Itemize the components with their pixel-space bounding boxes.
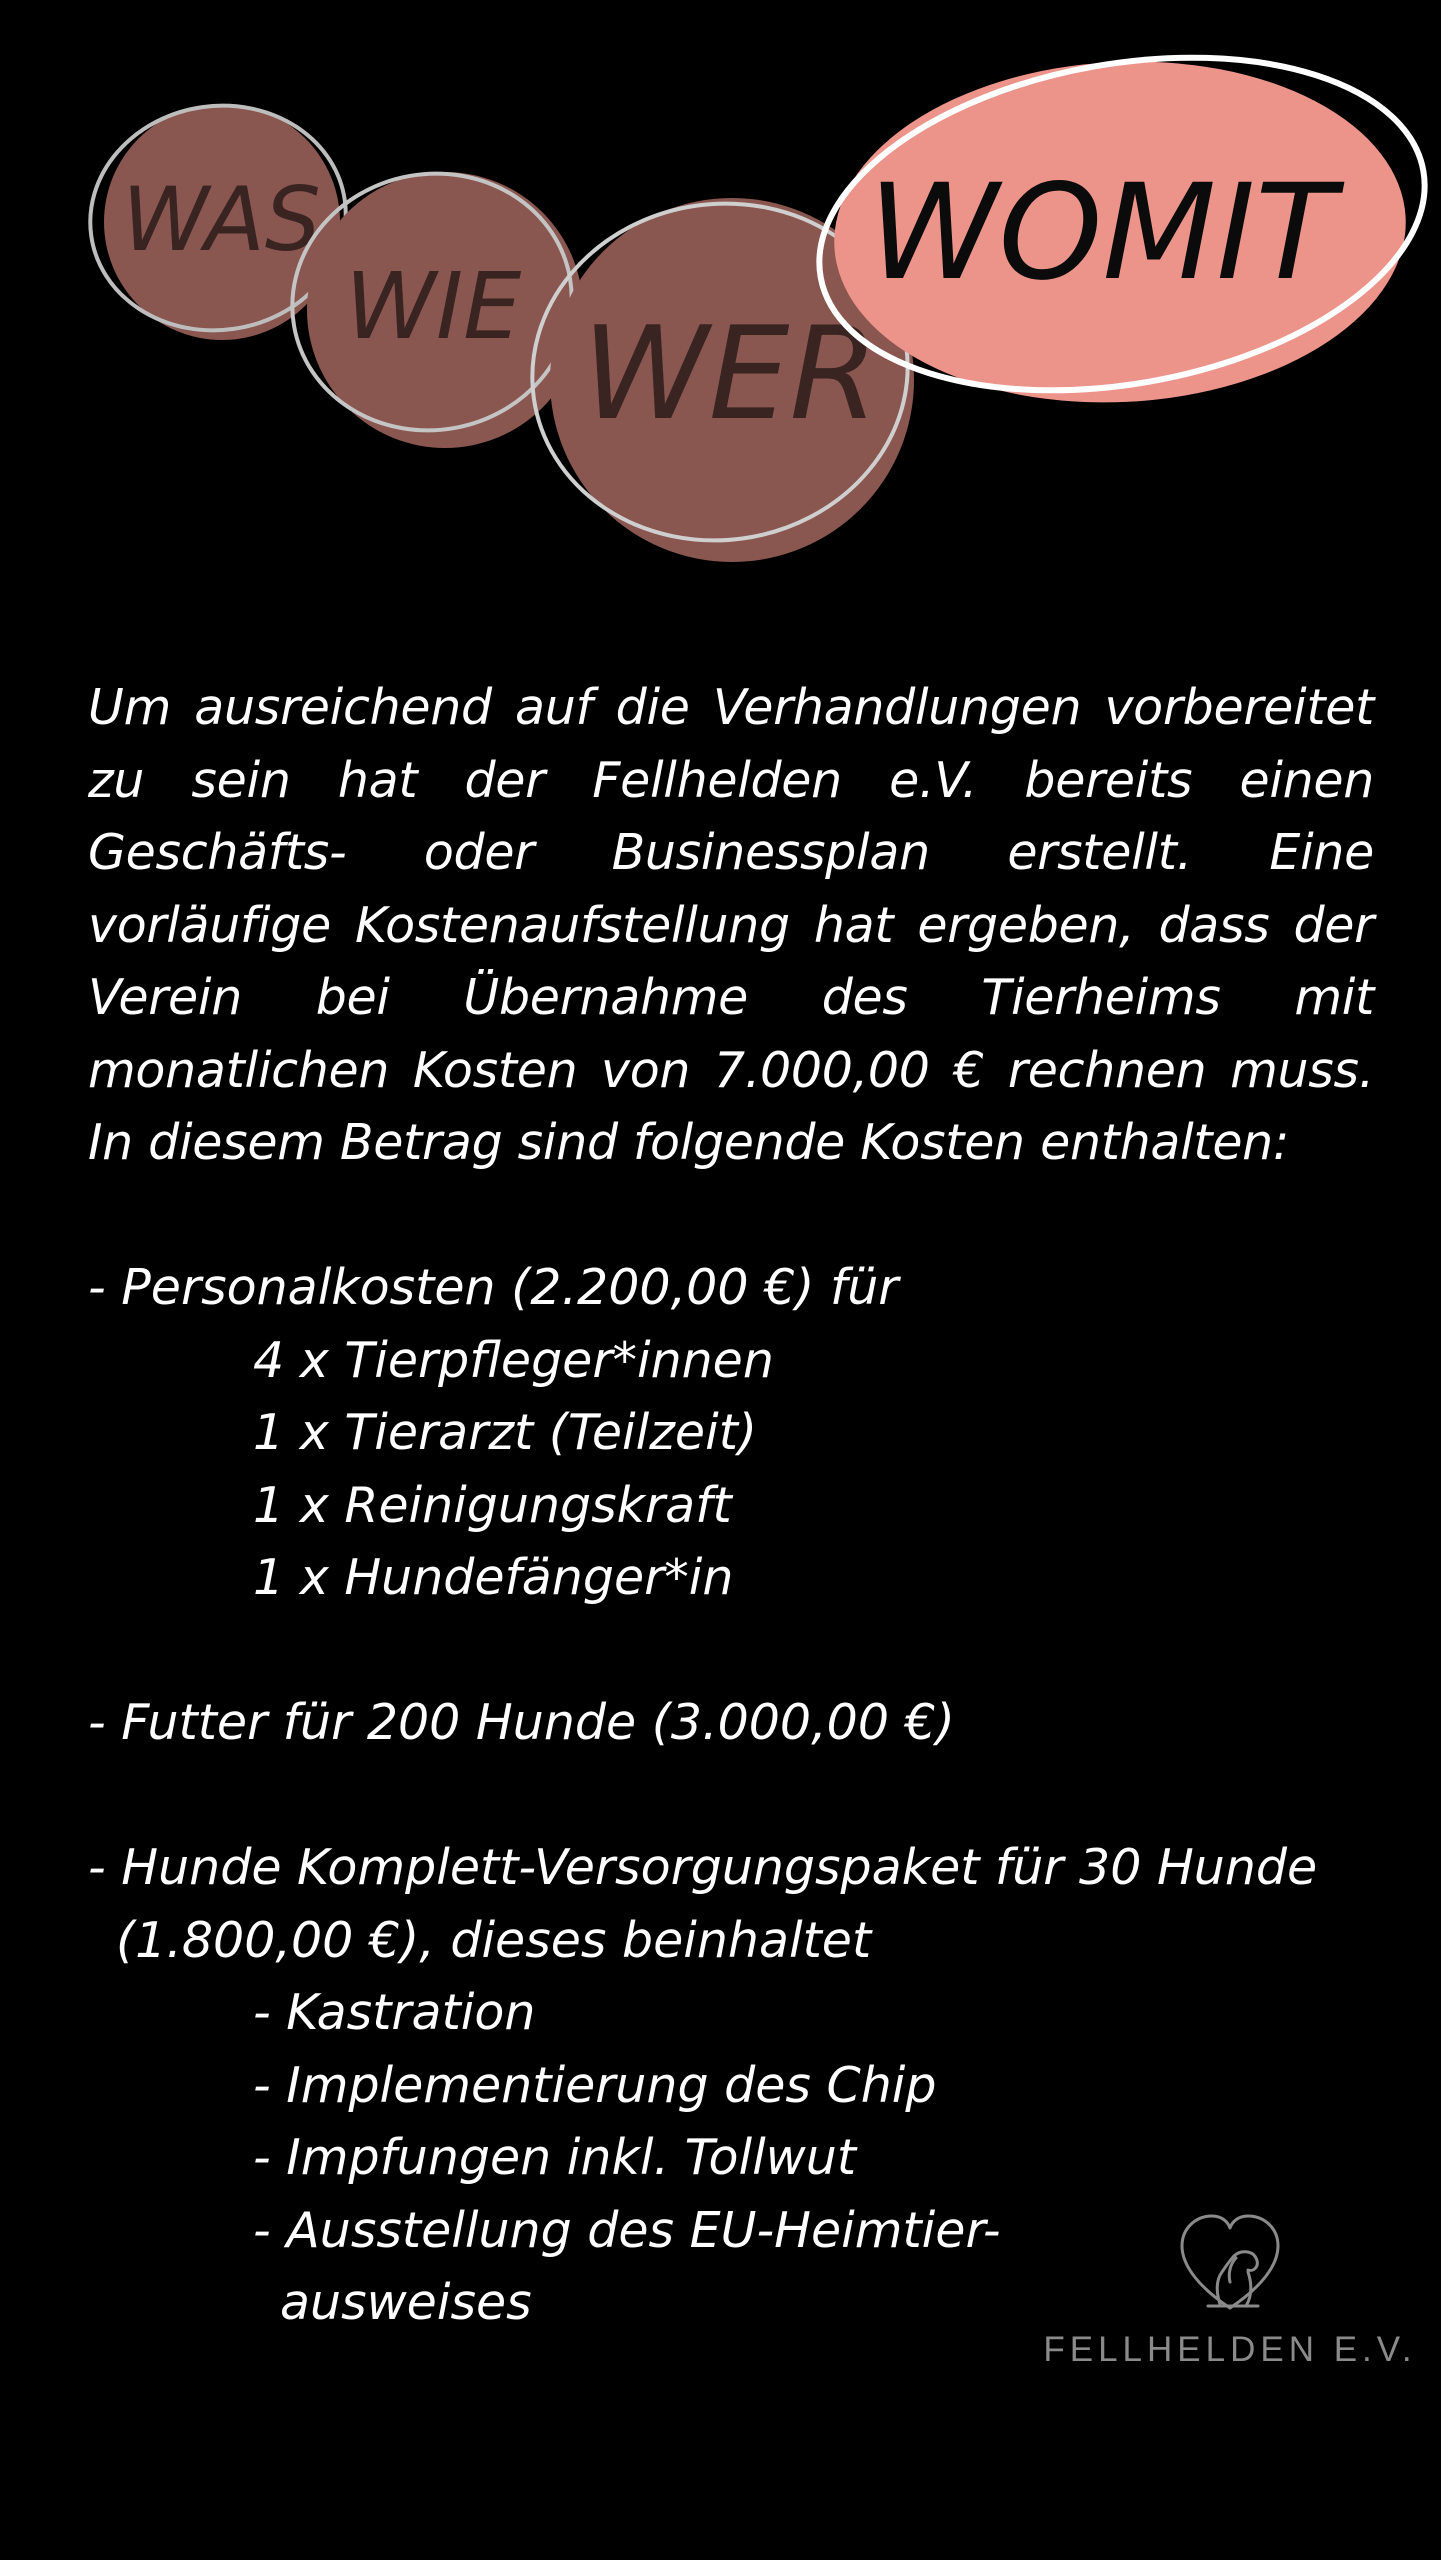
- list-item-continuation: ausweises: [280, 2274, 532, 2331]
- care-package-heading-cont: (1.800,00 €), dieses beinhaltet: [116, 1911, 872, 1969]
- care-package-heading: - Hunde Komplett-Versorgungspaket für 30 Hunde: [88, 1839, 1318, 1896]
- food-heading: - Futter für 200 Hunde (3.000,00 €): [88, 1694, 955, 1751]
- list-item: - Ausstellung des EU-Heimtier-: [253, 2201, 1001, 2259]
- list-item: - Impfungen inkl. Tollwut: [253, 2129, 857, 2186]
- hero-bubbles: [0, 0, 1441, 600]
- word-wer: WER: [582, 300, 879, 449]
- list-item: - Implementierung des Chip: [253, 2056, 937, 2114]
- list-item: 1 x Hundefänger*in: [253, 1549, 734, 1606]
- list-item: 4 x Tierpfleger*innen: [253, 1331, 774, 1389]
- word-womit: WOMIT: [868, 156, 1336, 310]
- heart-dog-icon: [1030, 2200, 1430, 2320]
- list-item: 1 x Tierarzt (Teilzeit): [253, 1404, 758, 1461]
- word-wie: WIE: [345, 253, 522, 360]
- word-was: WAS: [122, 168, 321, 271]
- list-item: 1 x Reinigungskraft: [253, 1476, 732, 1534]
- fellhelden-logo: [1030, 2200, 1430, 2380]
- cost-list: [88, 1252, 1388, 2340]
- list-item: - Kastration: [253, 1984, 536, 2041]
- personnel-heading: - Personalkosten (2.200,00 €) für: [88, 1259, 899, 1316]
- intro-paragraph: Um ausreichend auf die Verhandlungen vorbereitet zu sein hat der Fellhelden e.V. bereits einen Geschäfts- oder Businessplan erstellt. Eine vorläufige Kostenaufstellung hat ergeben, dass der Verein bei Übernahme des Tierheims mit monatlichen Kosten von 7.000,00 € rechnen muss. In diesem Betrag sind folgende Kosten enthalten:: [88, 679, 1374, 1171]
- logo-text: FELLHELDEN E.V.: [1043, 2330, 1417, 2369]
